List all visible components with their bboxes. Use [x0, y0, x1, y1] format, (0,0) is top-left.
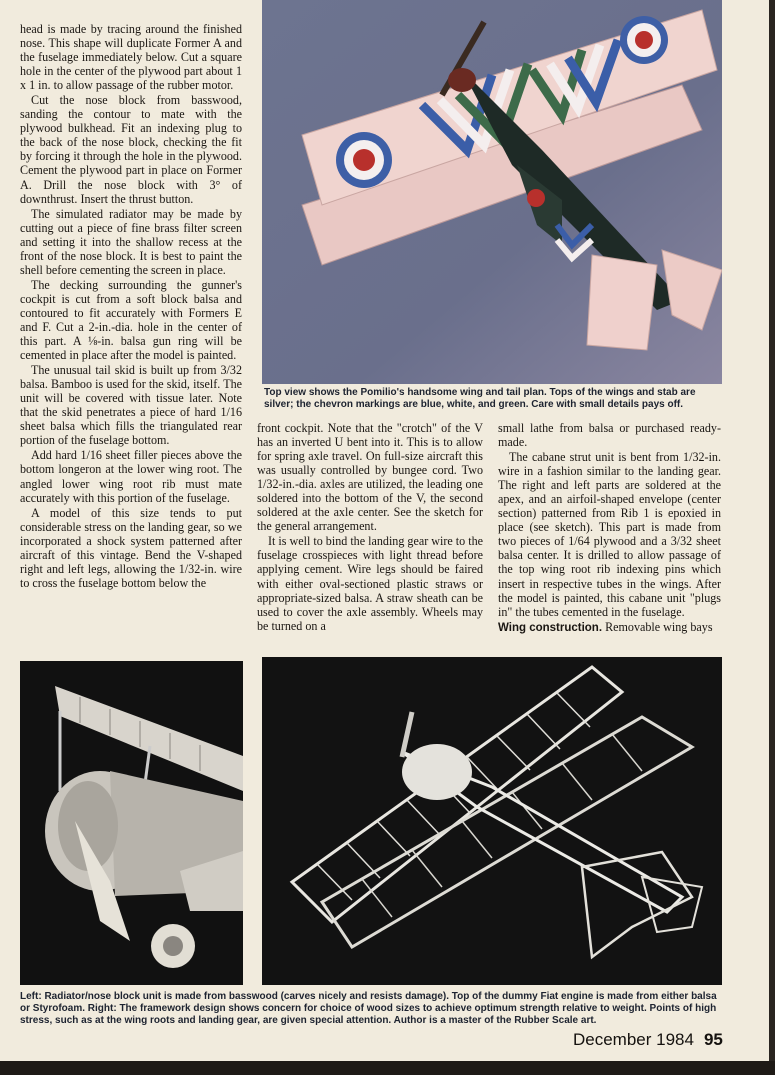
section-run-in-heading: Wing construction.: [498, 621, 603, 634]
caption-bottom-photos: Left: Radiator/nose block unit is made from basswood (carves nicely and resists damage). Top of the dummy Fiat engine is made from either balsa or Styrofoam. Right: The framework design shows concern for choice of wood sizes to achieve optimum strength relative to weight. Points of high stress, such as at the wing roots and landing gear, are given special attention. Author is a master of the Rubber Scale art.: [20, 991, 717, 1026]
issue-date: December 1984: [573, 1030, 694, 1049]
paragraph: The unusual tail skid is built up from 3/32 balsa. Bamboo is used for the skid, itself. The unit will be covered with tissue later. Note that the skid penetrates a piece of hard 1/16 sheet balsa which fills the triangulated rear portion of the fuselage bottom.: [20, 363, 242, 448]
caption-top-photo: Top view shows the Pomilio's handsome wing and tail plan. Tops of the wings and stab are silver; the chevron markings are blue, white, and green. Care with small details pays off.: [264, 387, 696, 410]
paragraph: The simulated radiator may be made by cutting out a piece of fine brass filter screen and setting it into the shallow recess at the front of the nose block. It is best to paint the shell before cementing the screen in place.: [20, 206, 242, 277]
photo-framework-model: [262, 657, 722, 985]
photo-nose-block-closeup: [20, 661, 243, 985]
photo-nose-block-image: [20, 661, 243, 985]
paragraph: The cabane strut unit is bent from 1/32-in. wire in a fashion similar to the landing gear. The right and left parts are soldered at the apex, and an airfoil-shaped envelope (center section) patterned from Rib 1 is epoxied in place (see sketch). This part is made from two pieces of 1/64 plywood and a 3/32 sheet balsa center. It is drilled to allow passage of the top wing root rib indexing pins which insert in respective tubes in the wings. After the model is painted, this cabane unit "plugs in" the tubes cemented in the fuselage.: [498, 450, 721, 619]
paragraph: Cut the nose block from basswood, sanding the contour to mate with the plywood bulkhead. Fit an indexing plug to the back of the nose block, checking the fit by forcing it through the hole in the plywood. Cement the plywood part in place on Former A. Drill the nose block with 3° of downthrust. Insert the thrust button.: [20, 93, 242, 206]
page-number: 95: [703, 1030, 723, 1049]
article-column-2: [257, 421, 483, 634]
paragraph: It is well to bind the landing gear wire to the fuselage crosspieces with light thread before applying cement. Wire legs should be faired with either oval-sectioned plastic straws or appropriate-sized balsa. A straw sheath can be used to cover the axle assembly. Wheels may be turned on a: [257, 534, 483, 633]
photo-top-view-image: [262, 0, 722, 384]
paragraph: Add hard 1/16 sheet filler pieces above the bottom longeron at the lower wing root. The angled lower wing root rib must mate accurately with this portion of the fuselage.: [20, 448, 242, 505]
paragraph-text: Removable wing bays: [605, 619, 713, 634]
photo-framework-image: [262, 657, 722, 985]
paragraph: head is made by tracing around the finished nose. This shape will duplicate Former A and the fuselage immediately below. Cut a square hole in the center of the plywood part about 1 x 1 in. to allow passage of the rubber motor.: [20, 22, 242, 93]
paragraph: small lathe from balsa or purchased ready-made.: [498, 421, 721, 450]
scan-edge-bottom: [0, 1061, 775, 1075]
article-column-1: [20, 22, 242, 591]
photo-top-view-biplane: [262, 0, 722, 384]
page-folio: [573, 1030, 723, 1050]
paragraph: The decking surrounding the gunner's cockpit is cut from a soft block balsa and contoured to fit accurately with Formers E and F. Cut a 2-in.-dia. hole in the center of this part. A ⅛-in. balsa gun ring will be cemented in place after the model is painted.: [20, 277, 242, 363]
paragraph: front cockpit. Note that the "crotch" of the V has an inverted U bent into it. This is to allow for spring axle travel. On full-size aircraft this was usually controlled by bungee cord. Two 1/32-in.-dia. axles are utilized, the leading one soldered into the bottom of the V, the second soldered at the axle center. See the sketch for the general arrangement.: [257, 421, 483, 534]
article-column-3: [498, 421, 721, 636]
paragraph: A model of this size tends to put considerable stress on the landing gear, so we incorporated a shock system patterned after aircraft of this vintage. Bend the V-shaped right and left legs, allowing the 1/32-in. wire to cross the fuselage bottom below the: [20, 505, 242, 590]
scan-edge-right: [769, 0, 775, 1075]
paragraph-wing-construction: [498, 620, 721, 635]
